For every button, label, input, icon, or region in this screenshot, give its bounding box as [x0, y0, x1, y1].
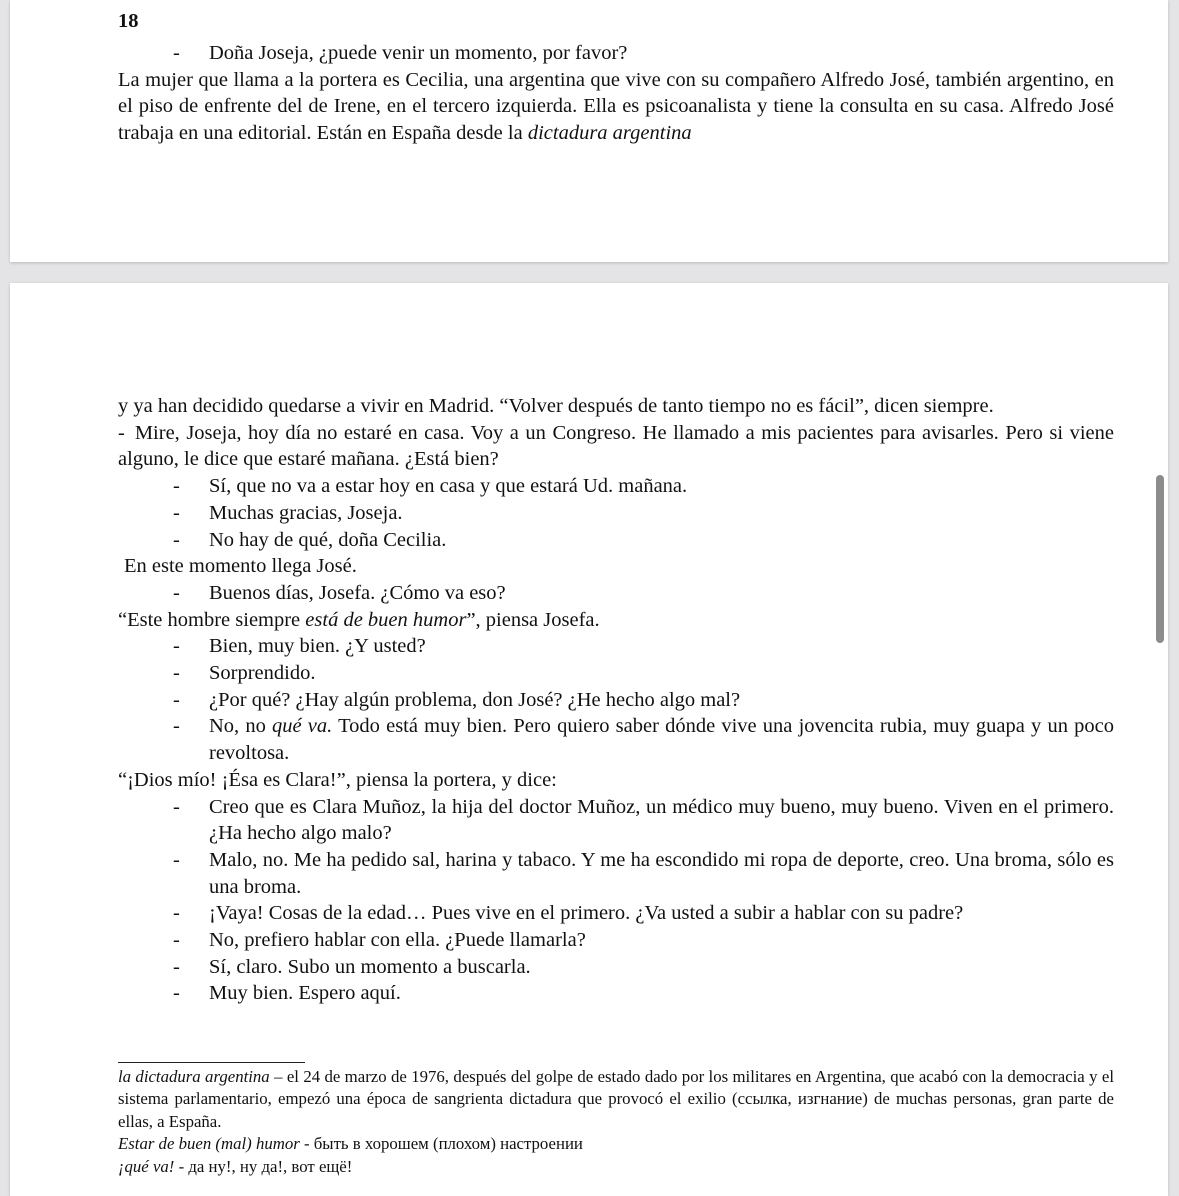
page-number: 18: [118, 10, 139, 32]
top-text: [118, 40, 1114, 147]
dialogue-line: - ¡Vaya! Cosas de la edad… Pues vive en el primero. ¿Va usted a subir a hablar con su padre?: [173, 902, 964, 925]
footnotes: [118, 1066, 1114, 1178]
dialogue-line: - Sorprendido.: [173, 662, 316, 685]
page-top: [10, 0, 1168, 262]
dialogue-line: - Muchas gracias, Joseja.: [173, 501, 403, 524]
paragraph: y ya han decidido quedarse a vivir en Madrid. “Volver después de tanto tiempo no es fácil”, dicen siempre.: [118, 395, 994, 417]
page-bottom: [10, 283, 1168, 1196]
paragraph: “Este hombre siempre está de buen humor”, piensa Josefa.: [118, 608, 600, 631]
bottom-text: [118, 393, 1114, 1007]
dialogue-line: - Muy bien. Espero aquí.: [173, 982, 401, 1005]
dialogue-line: - No hay de qué, doña Cecilia.: [173, 528, 447, 551]
dialogue-line: - Creo que es Clara Muñoz, la hija del doctor Muñoz, un médico muy bueno, muy bueno. Viven en el primero. ¿Ha hecho algo malo?: [173, 795, 1114, 845]
dialogue-line: - Malo, no. Me ha pedido sal, harina y tabaco. Y me ha escondido mi ropa de deporte, creo. Una broma, sólo es una broma.: [173, 848, 1114, 898]
dialogue-line: - Bien, muy bien. ¿Y usted?: [173, 635, 426, 658]
paragraph: En este momento llega José.: [124, 555, 357, 578]
dialogue-line: - Doña Joseja, ¿puede venir un momento, por favor?: [173, 42, 628, 64]
paragraph: - Mire, Joseja, hoy día no estaré en casa. Voy a un Congreso. He llamado a mis pacientes para avisarles. Pero si viene alguno, le dice que estaré mañana. ¿Está bien?: [118, 421, 1114, 471]
paragraph: La mujer que llama a la portera es Cecilia, una argentina que vive con su compañero Alfredo José, también argentino, en el piso de enfrente del de Irene, en el tercero izquierda. Ella es psicoanalista y tiene la consulta en su casa. Alfredo José trabaja en una editorial. Están en España desde la dictadura argentina: [118, 68, 1114, 145]
footnote-divider: [118, 1062, 305, 1063]
footnote: Estar de buen (mal) humor - быть в хорошем (плохом) настроении: [118, 1134, 583, 1154]
dialogue-line: - Sí, que no va a estar hoy en casa y que estará Ud. mañana.: [173, 475, 688, 498]
scrollbar-thumb[interactable]: [1156, 475, 1164, 643]
footnote: la dictadura argentina – el 24 de marzo de 1976, después del golpe de estado dado por los militares en Argentina, que acabó con la democracia y el sistema parlamentario, empezó una época de sangrienta dictadura que provocó el exilio (ссылка, изгнание) de muchas personas, gran parte de ellas, a España.: [118, 1067, 1115, 1131]
dialogue-line: - No, prefiero hablar con ella. ¿Puede llamarla?: [173, 929, 586, 952]
dialogue-line: - Buenos días, Josefa. ¿Cómo va eso?: [173, 581, 506, 604]
paragraph: “¡Dios mío! ¡Ésa es Clara!”, piensa la portera, y dice:: [118, 768, 557, 791]
dialogue-line: - No, no qué va. Todo está muy bien. Pero quiero saber dónde vive una jovencita rubia, muy guapa y un poco revoltosa.: [173, 715, 1114, 765]
dialogue-line: - Sí, claro. Subo un momento a buscarla.: [173, 955, 531, 978]
footnote: ¡qué va! - да ну!, ну да!, вот ещё!: [118, 1156, 353, 1176]
dialogue-line: - ¿Por qué? ¿Hay algún problema, don José? ¿He hecho algo mal?: [173, 688, 741, 711]
